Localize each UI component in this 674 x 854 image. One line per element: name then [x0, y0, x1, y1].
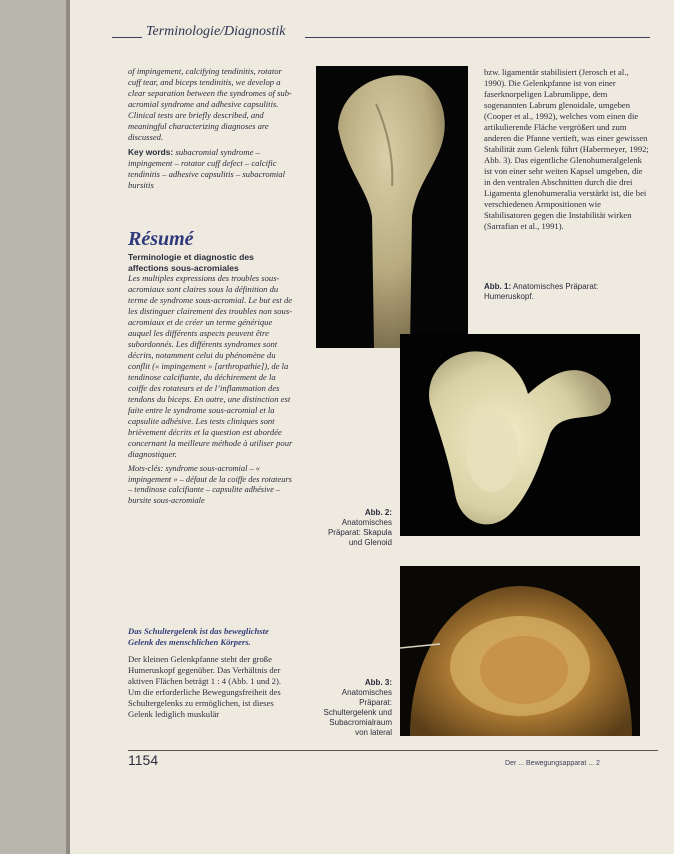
shoulder-joint-illustration — [400, 566, 640, 736]
figure-3-caption — [316, 678, 392, 738]
figure-1-caption-label: Abb. 1: — [484, 282, 512, 291]
running-head-rule-left — [112, 37, 142, 38]
page-number: 1154 — [128, 752, 159, 768]
resume-title: Résumé — [128, 228, 194, 250]
left-column-resume — [128, 252, 296, 506]
figure-3-joint-photo — [400, 566, 640, 736]
figure-3-caption-text: Anatomisches Präparat: Schultergelenk und Subacromialraum von lateral — [323, 688, 392, 737]
scapula-illustration — [400, 334, 640, 536]
humerus-illustration — [316, 66, 468, 348]
figure-2-caption-text: Anatomisches Präparat: Skapula und Glenoid — [327, 518, 392, 547]
left-column-section — [128, 626, 296, 720]
footer-rule — [128, 750, 658, 751]
keywords-en-text: subacromial syndrome – impingement – rotator cuff defect – calcific tendinitis – adhesive capsulitis – subacromial bursitis — [128, 147, 285, 190]
resume-text: Les multiples expressions des troubles sous-acromiaux sont claires sous la définition du terme de syndrome sous-acromial. Le but est de les distinguer clairement des troubles non sous-acromiaux et de créer un terme générique auquel les différents aspects peuvent être subordonnés. Les différents syndromes sont décrits, notamment celui du phénomène du conflit (« impingement » [arthropathie]), de la tendinose calcifiante, du déchirement de la coiffe des rotateurs et de l’inflammation des tendons du biceps. En outre, une distinction est faite entre le syndrome sous-acromial et la capsulite adhésive. Les tests cliniques sont brièvement décrits et la question est abordée concernant la meilleure méthode à utiliser pour diagnostiquer. — [128, 273, 293, 459]
keywords-en-label: Key words: — [128, 147, 174, 157]
figure-1-humerus-photo — [316, 66, 468, 348]
figure-2-scapula-photo — [400, 334, 640, 536]
figure-3-caption-label: Abb. 3: — [364, 678, 392, 687]
figure-1-caption-text: Anatomisches Präparat: Humeruskopf. — [484, 282, 599, 301]
keywords-en — [128, 147, 296, 191]
resume-subtitle: Terminologie et diagnostic des affections sous-acromiales — [128, 252, 254, 273]
abstract-text: of impingement, calcifying tendinitis, rotator cuff tear, and biceps tendinitis, we develop a clear separation between the syndromes of sub-acromial syndrome and adhesive capsulitis. Clinical tests are briefly described, and meaningful characterizing diagnoses are discussed. — [128, 66, 292, 142]
right-column-text: bzw. ligamentär stabilisiert (Jerosch et al., 1990). Die Gelenkpfanne ist von einer faserknorpeligen Labrumlippe, dem sogenannten Labrum glenoidale, umgeben (Cooper et al., 1992), welches vom einen die artikulierende Fläche vergrößert und zum anderen die Pfanne vertieft, was einer gewissen Stabilität zum Gelenk führt (Habermeyer, 1992; Abb. 3). Das eigentliche Glenohumeralgelenk ist von einer sehr weiten Kapsel umgeben, die in den ventralen Abschnitten durch die drei Ligamenta glenohumeralia verstärkt ist, die bei verschiedenen Armpositionen wie Stabilisatoren gegen die Instabilität wirken (Sarrafian et al., 1991). — [484, 67, 649, 231]
figure-1-caption — [484, 282, 644, 302]
footer-text: Der ... Bewegungsapparat ... 2 — [505, 760, 600, 767]
running-head-rule-right — [305, 37, 650, 38]
mots-cles: Mots-clés: syndrome sous-acromial – « impingement » – défaut de la coiffe des rotateurs – tendinose calcifiante – capsulite adhésive – bursite sous-acromiale — [128, 464, 292, 505]
left-column-top — [128, 66, 296, 191]
running-head: Terminologie/Diagnostik — [146, 24, 286, 39]
figure-2-caption — [320, 508, 392, 548]
section-heading: Das Schultergelenk ist das beweglichste Gelenk des menschlichen Körpers. — [128, 626, 269, 647]
section-body: Der kleinen Gelenkpfanne steht der große Humeruskopf gegenüber. Das Verhältnis der aktiven Flächen beträgt 1 : 4 (Abb. 1 und 2). Um die erforderliche Bewegungsfreiheit des Schultergelenks zu ermöglichen, ist dieses Gelenk lediglich muskulär — [128, 654, 281, 719]
figure-2-caption-label: Abb. 2: — [364, 508, 392, 517]
